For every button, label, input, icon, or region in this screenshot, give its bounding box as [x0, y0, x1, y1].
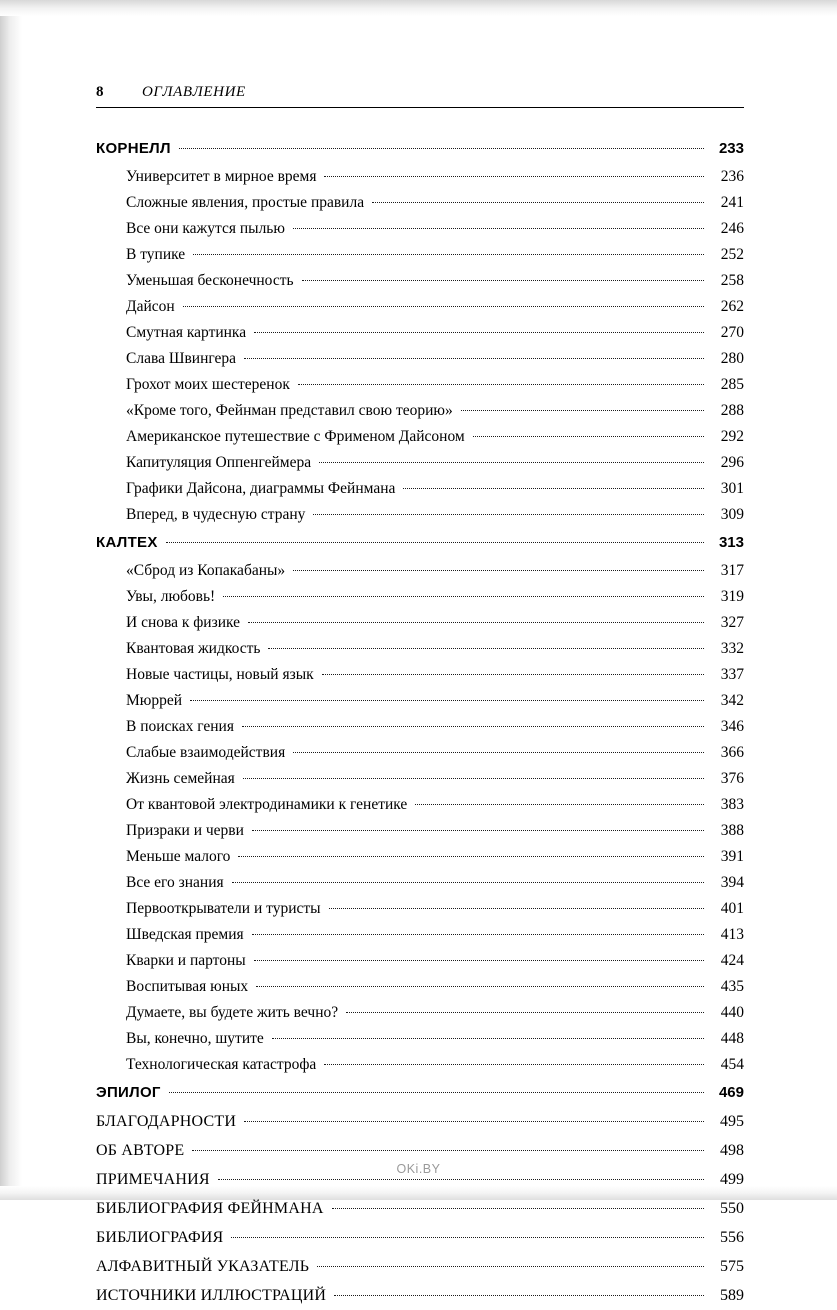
toc-entry[interactable]: [96, 372, 744, 398]
toc-entry-page: 394: [720, 874, 744, 891]
toc-leader-dots: [179, 148, 704, 149]
toc-leader-dots: [334, 1295, 704, 1296]
toc-entry[interactable]: [96, 1078, 744, 1107]
toc-entry-label: Воспитывая юных: [126, 978, 249, 995]
toc-leader-dots: [169, 1092, 704, 1093]
toc-entry-page: 233: [718, 140, 744, 157]
toc-entry[interactable]: [96, 294, 744, 320]
toc-entry-page: 550: [720, 1200, 744, 1217]
toc-leader-dots: [256, 986, 704, 987]
toc-entry-page: 285: [720, 376, 744, 393]
header-rule: [96, 107, 744, 108]
toc-entry-label: Вперед, в чудесную страну: [126, 506, 306, 523]
toc-entry-label: Шведская премия: [126, 926, 244, 943]
toc-entry[interactable]: [96, 502, 744, 528]
toc-entry[interactable]: [96, 688, 744, 714]
toc-entry-label: БЛАГОДАРНОСТИ: [96, 1113, 237, 1130]
toc-entry-page: 401: [720, 900, 744, 917]
toc-entry[interactable]: [96, 1026, 744, 1052]
toc-entry-label: Увы, любовь!: [126, 588, 216, 605]
toc-entry-page: 241: [720, 194, 744, 211]
toc-entry-label: Меньше малого: [126, 848, 231, 865]
toc-entry-page: 556: [720, 1229, 744, 1246]
toc-entry-label: Американское путешествие с Фрименом Дайсоном: [126, 428, 465, 445]
toc-entry-label: Слабые взаимодействия: [126, 744, 286, 761]
toc-leader-dots: [324, 1064, 704, 1065]
toc-entry-page: 262: [720, 298, 744, 315]
toc-leader-dots: [322, 674, 704, 675]
toc-entry-page: 327: [720, 614, 744, 631]
toc-entry[interactable]: [96, 164, 744, 190]
toc-entry-label: И снова к физике: [126, 614, 241, 631]
toc-entry-label: Слава Швингера: [126, 350, 237, 367]
toc-leader-dots: [252, 934, 704, 935]
toc-entry-label: Первооткрыватели и туристы: [126, 900, 321, 917]
toc-leader-dots: [473, 436, 704, 437]
toc-entry-page: 383: [720, 796, 744, 813]
toc-entry-label: «Сброд из Копакабаны»: [126, 562, 286, 579]
toc-leader-dots: [302, 280, 704, 281]
toc-entry-page: 435: [720, 978, 744, 995]
toc-entry-page: 319: [720, 588, 744, 605]
toc-entry-label: От квантовой электродинамики к генетике: [126, 796, 408, 813]
toc-entry-page: 342: [720, 692, 744, 709]
toc-entry-label: Графики Дайсона, диаграммы Фейнмана: [126, 480, 396, 497]
toc-entry-label: Кварки и партоны: [126, 952, 246, 969]
toc-entry[interactable]: [96, 134, 744, 164]
toc-entry[interactable]: [96, 1052, 744, 1078]
toc-entry[interactable]: [96, 1223, 744, 1252]
toc-entry-label: Все его знания: [126, 874, 224, 891]
toc-entry-label: Сложные явления, простые правила: [126, 194, 365, 211]
toc-entry[interactable]: [96, 818, 744, 844]
toc-entry-label: БИБЛИОГРАФИЯ: [96, 1229, 224, 1246]
toc-entry-page: 288: [720, 402, 744, 419]
toc-entry-label: Вы, конечно, шутите: [126, 1030, 264, 1047]
toc-entry-page: 424: [720, 952, 744, 969]
toc-leader-dots: [324, 176, 704, 177]
toc-entry[interactable]: [96, 792, 744, 818]
toc-entry-label: Думаете, вы будете жить вечно?: [126, 1004, 339, 1021]
toc-leader-dots: [461, 410, 704, 411]
toc-entry[interactable]: [96, 1252, 744, 1281]
toc-entry-label: Дайсон: [126, 298, 175, 315]
toc-entry[interactable]: [96, 190, 744, 216]
toc-entry-page: 317: [720, 562, 744, 579]
toc-entry-page: 388: [720, 822, 744, 839]
page-header: [96, 84, 744, 101]
toc-entry-page: 301: [720, 480, 744, 497]
toc-entry-label: Грохот моих шестеренок: [126, 376, 290, 393]
toc-entry[interactable]: [96, 320, 744, 346]
toc-entry-page: 252: [720, 246, 744, 263]
toc-entry[interactable]: [96, 870, 744, 896]
toc-entry-page: 246: [720, 220, 744, 237]
toc-entry-page: 236: [720, 168, 744, 185]
toc-leader-dots: [268, 648, 704, 649]
toc-entry-page: 337: [720, 666, 744, 683]
toc-entry[interactable]: [96, 1194, 744, 1223]
toc-entry-label: Новые частицы, новый язык: [126, 666, 314, 683]
toc-entry-page: 589: [720, 1287, 744, 1304]
table-of-contents: [96, 134, 744, 1310]
toc-leader-dots: [293, 752, 704, 753]
toc-entry-label: В поисках гения: [126, 718, 234, 735]
toc-entry[interactable]: [96, 528, 744, 558]
toc-entry[interactable]: [96, 974, 744, 1000]
toc-entry[interactable]: [96, 662, 744, 688]
toc-entry-label: Технологическая катастрофа: [126, 1056, 317, 1073]
toc-entry-label: Мюррей: [126, 692, 183, 709]
toc-leader-dots: [313, 514, 704, 515]
toc-entry-label: В тупике: [126, 246, 186, 263]
toc-entry-label: Квантовая жидкость: [126, 640, 261, 657]
toc-entry[interactable]: [96, 636, 744, 662]
toc-entry-label: Призраки и черви: [126, 822, 244, 839]
toc-entry-page: 270: [720, 324, 744, 341]
toc-entry-page: 391: [720, 848, 744, 865]
toc-entry[interactable]: [96, 346, 744, 372]
toc-entry-page: 258: [720, 272, 744, 289]
page-content: [96, 84, 744, 1310]
toc-entry[interactable]: [96, 398, 744, 424]
toc-entry[interactable]: [96, 424, 744, 450]
toc-entry[interactable]: [96, 610, 744, 636]
toc-entry-label: Все они кажутся пылью: [126, 220, 285, 237]
toc-leader-dots: [192, 1150, 704, 1151]
toc-entry-page: 332: [720, 640, 744, 657]
toc-entry-label: Смутная картинка: [126, 324, 247, 341]
toc-entry-page: 498: [720, 1142, 744, 1159]
page-edge-shading-left: [0, 0, 22, 1200]
toc-leader-dots: [293, 570, 704, 571]
toc-leader-dots: [190, 700, 704, 701]
toc-entry-label: «Кроме того, Фейнман представил свою теорию»: [126, 402, 453, 419]
toc-entry-page: 413: [720, 926, 744, 943]
toc-leader-dots: [183, 306, 704, 307]
toc-entry-page: 309: [720, 506, 744, 523]
toc-leader-dots: [244, 1121, 704, 1122]
toc-entry-label: БИБЛИОГРАФИЯ ФЕЙНМАНА: [96, 1200, 324, 1217]
toc-entry-page: 469: [718, 1084, 744, 1101]
toc-entry-page: 366: [720, 744, 744, 761]
running-title: ОГЛАВЛЕНИЕ: [142, 84, 246, 100]
toc-leader-dots: [317, 1266, 704, 1267]
toc-entry-page: 280: [720, 350, 744, 367]
toc-entry[interactable]: [96, 1107, 744, 1136]
toc-entry-label: Жизнь семейная: [126, 770, 235, 787]
toc-leader-dots: [319, 462, 704, 463]
toc-leader-dots: [252, 830, 704, 831]
toc-entry[interactable]: [96, 584, 744, 610]
toc-entry-page: 440: [720, 1004, 744, 1021]
toc-entry-label: ПРИМЕЧАНИЯ: [96, 1171, 210, 1188]
toc-leader-dots: [329, 908, 704, 909]
toc-leader-dots: [403, 488, 704, 489]
toc-leader-dots: [254, 332, 704, 333]
toc-leader-dots: [238, 856, 704, 857]
toc-entry-page: 575: [720, 1258, 744, 1275]
toc-entry-page: 296: [720, 454, 744, 471]
toc-entry[interactable]: [96, 766, 744, 792]
toc-entry[interactable]: [96, 714, 744, 740]
toc-entry[interactable]: [96, 450, 744, 476]
toc-entry-page: 454: [720, 1056, 744, 1073]
toc-leader-dots: [218, 1179, 704, 1180]
toc-entry[interactable]: [96, 216, 744, 242]
toc-leader-dots: [232, 882, 704, 883]
toc-entry-page: 448: [720, 1030, 744, 1047]
toc-leader-dots: [166, 542, 704, 543]
toc-entry[interactable]: [96, 844, 744, 870]
toc-entry[interactable]: [96, 740, 744, 766]
toc-entry-label: Капитуляция Оппенгеймера: [126, 454, 312, 471]
page-edge-shading-top: [0, 0, 837, 16]
toc-leader-dots: [346, 1012, 704, 1013]
toc-entry-label: КОРНЕЛЛ: [96, 140, 171, 157]
toc-entry-label: КАЛТЕХ: [96, 534, 158, 551]
toc-entry[interactable]: [96, 242, 744, 268]
toc-entry[interactable]: [96, 896, 744, 922]
toc-entry[interactable]: [96, 922, 744, 948]
toc-entry-page: 499: [720, 1171, 744, 1188]
toc-entry[interactable]: [96, 558, 744, 584]
toc-entry-page: 313: [718, 534, 744, 551]
page-number: 8: [96, 84, 105, 100]
toc-leader-dots: [243, 778, 704, 779]
toc-leader-dots: [372, 202, 704, 203]
toc-leader-dots: [254, 960, 704, 961]
toc-leader-dots: [272, 1038, 704, 1039]
toc-entry[interactable]: [96, 948, 744, 974]
toc-leader-dots: [298, 384, 704, 385]
toc-entry-label: АЛФАВИТНЫЙ УКАЗАТЕЛЬ: [96, 1258, 310, 1275]
toc-leader-dots: [415, 804, 704, 805]
toc-entry-label: ОБ АВТОРЕ: [96, 1142, 185, 1159]
toc-entry-label: Университет в мирное время: [126, 168, 317, 185]
toc-leader-dots: [332, 1208, 704, 1209]
toc-leader-dots: [248, 622, 704, 623]
toc-leader-dots: [293, 228, 704, 229]
toc-entry[interactable]: [96, 1136, 744, 1165]
toc-entry-label: ЭПИЛОГ: [96, 1084, 161, 1101]
toc-entry-page: 292: [720, 428, 744, 445]
toc-entry-page: 495: [720, 1113, 744, 1130]
toc-entry[interactable]: [96, 1281, 744, 1310]
toc-leader-dots: [231, 1237, 704, 1238]
toc-leader-dots: [242, 726, 704, 727]
toc-entry[interactable]: [96, 1000, 744, 1026]
toc-leader-dots: [244, 358, 704, 359]
toc-entry-label: Уменьшая бесконечность: [126, 272, 294, 289]
toc-entry[interactable]: [96, 476, 744, 502]
toc-leader-dots: [223, 596, 704, 597]
watermark: OKi.BY: [396, 1162, 441, 1176]
toc-entry-page: 376: [720, 770, 744, 787]
toc-leader-dots: [193, 254, 704, 255]
toc-entry-label: ИСТОЧНИКИ ИЛЛЮСТРАЦИЙ: [96, 1287, 327, 1304]
toc-entry[interactable]: [96, 268, 744, 294]
toc-entry-page: 346: [720, 718, 744, 735]
